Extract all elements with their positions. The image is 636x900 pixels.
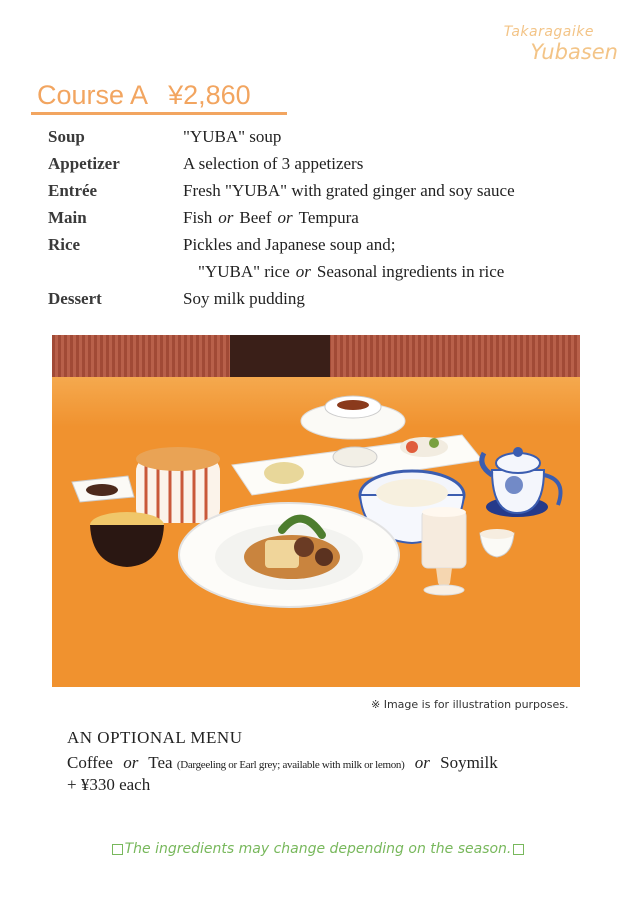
menu-value-main — [183, 208, 359, 228]
menu-label-appetizer: Appetizer — [48, 154, 120, 173]
drink-or-2: or — [414, 753, 430, 772]
rice-seasonal: Seasonal ingredients in rice — [316, 262, 505, 281]
course-title — [31, 80, 287, 115]
drink-soymilk: Soymilk — [440, 753, 498, 772]
menu-label-soup: Soup — [48, 127, 85, 146]
drink-tea-note: (Dargeeling or Earl grey; available with milk or lemon) — [176, 759, 405, 771]
brand-line2: Yubasen — [530, 40, 618, 64]
photo-caption: ※ Image is for illustration purposes. — [371, 698, 569, 711]
optional-drinks — [67, 753, 498, 773]
season-notice — [0, 841, 636, 857]
main-or-2: or — [277, 208, 293, 227]
menu-value-dessert: Soy milk pudding — [183, 289, 305, 308]
course-price: ¥2,860 — [168, 80, 251, 110]
menu-label-rice: Rice — [48, 235, 81, 254]
menu-value-soup: "YUBA" soup — [183, 127, 282, 146]
square-icon-right — [513, 844, 524, 855]
square-icon-left — [112, 844, 123, 855]
rice-or: or — [295, 262, 311, 281]
menu-value-entree: Fresh "YUBA" with grated ginger and soy sauce — [183, 181, 515, 200]
course-name: Course A — [37, 80, 149, 110]
drink-coffee: Coffee — [67, 753, 113, 772]
optional-menu — [67, 728, 498, 795]
drink-tea: Tea — [148, 753, 173, 772]
main-tempura: Tempura — [298, 208, 359, 227]
menu-value-rice-line1: Pickles and Japanese soup and; — [183, 235, 396, 254]
main-beef: Beef — [239, 208, 272, 227]
drink-or-1: or — [123, 753, 139, 772]
brand-logo — [504, 24, 618, 64]
main-or-1: or — [218, 208, 234, 227]
optional-price: + ¥330 each — [67, 775, 151, 794]
menu-label-main: Main — [48, 208, 87, 227]
menu-value-rice-line2 — [198, 262, 504, 282]
brand-line1: Takaragaike — [503, 24, 594, 40]
menu-label-dessert: Dessert — [48, 289, 102, 308]
course-photo — [52, 335, 580, 711]
menu-value-appetizer: A selection of 3 appetizers — [183, 154, 364, 173]
main-fish: Fish — [183, 208, 213, 227]
menu-label-entree: Entrée — [48, 181, 98, 200]
rice-yuba: "YUBA" rice — [198, 262, 290, 281]
optional-heading: AN OPTIONAL MENU — [67, 728, 243, 747]
meal-illustration — [52, 335, 580, 687]
notice-text: The ingredients may change depending on the season. — [124, 841, 512, 857]
